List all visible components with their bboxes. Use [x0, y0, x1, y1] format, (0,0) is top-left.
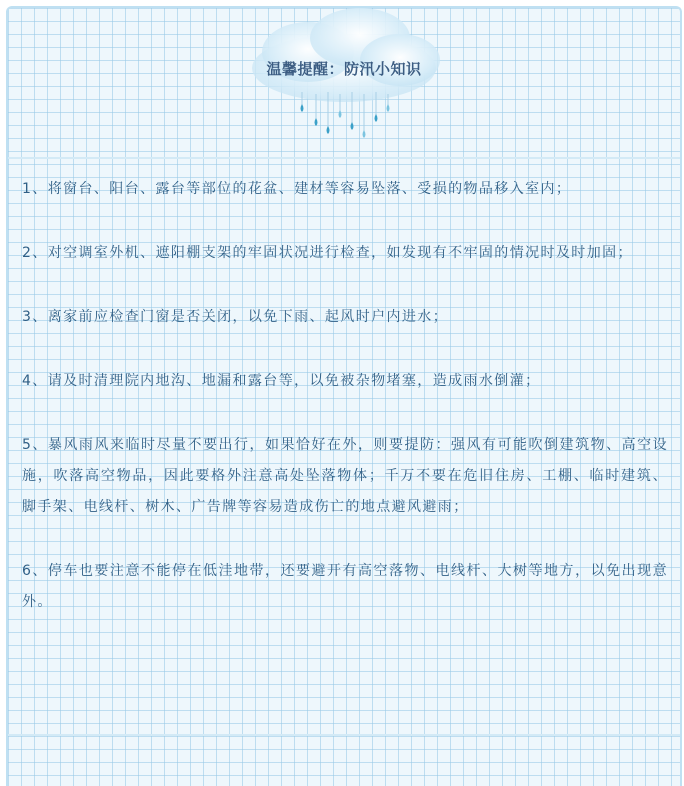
tip-item: 3、离家前应检查门窗是否关闭，以免下雨、起风时户内进水；	[22, 309, 449, 325]
tip-item: 1、将窗台、阳台、露台等部位的花盆、建材等容易坠落、受损的物品移入室内；	[22, 181, 572, 197]
tip-item: 2、对空调室外机、遮阳棚支架的牢固状况进行检查，如发现有不牢固的情况时及时加固；	[22, 245, 633, 261]
rain-cloud-icon	[8, 8, 680, 153]
tip-item: 5、暴风雨风来临时尽量不要出行，如果恰好在外，则要提防：强风有可能吹倒建筑物、高空设施，吹落高空物品，因此要格外注意高处坠落物体；千万不要在危旧住房、工棚、临时建筑、脚手架、电线杆、树木、广告牌等容易造成伤亡的地点避风避雨；	[22, 437, 668, 515]
divider	[8, 153, 680, 163]
tip-item: 4、请及时清理院内地沟、地漏和露台等，以免被杂物堵塞，造成雨水倒灌；	[22, 373, 541, 389]
tips-card	[6, 6, 682, 786]
page-title: 温馨提醒：防汛小知识	[266, 60, 422, 78]
tips-list	[22, 174, 668, 651]
header	[8, 8, 680, 153]
divider	[8, 730, 680, 740]
tip-item: 6、停车也要注意不能停在低洼地带，还要避开有高空落物、电线杆、大树等地方，以免出现意外。	[22, 563, 668, 610]
